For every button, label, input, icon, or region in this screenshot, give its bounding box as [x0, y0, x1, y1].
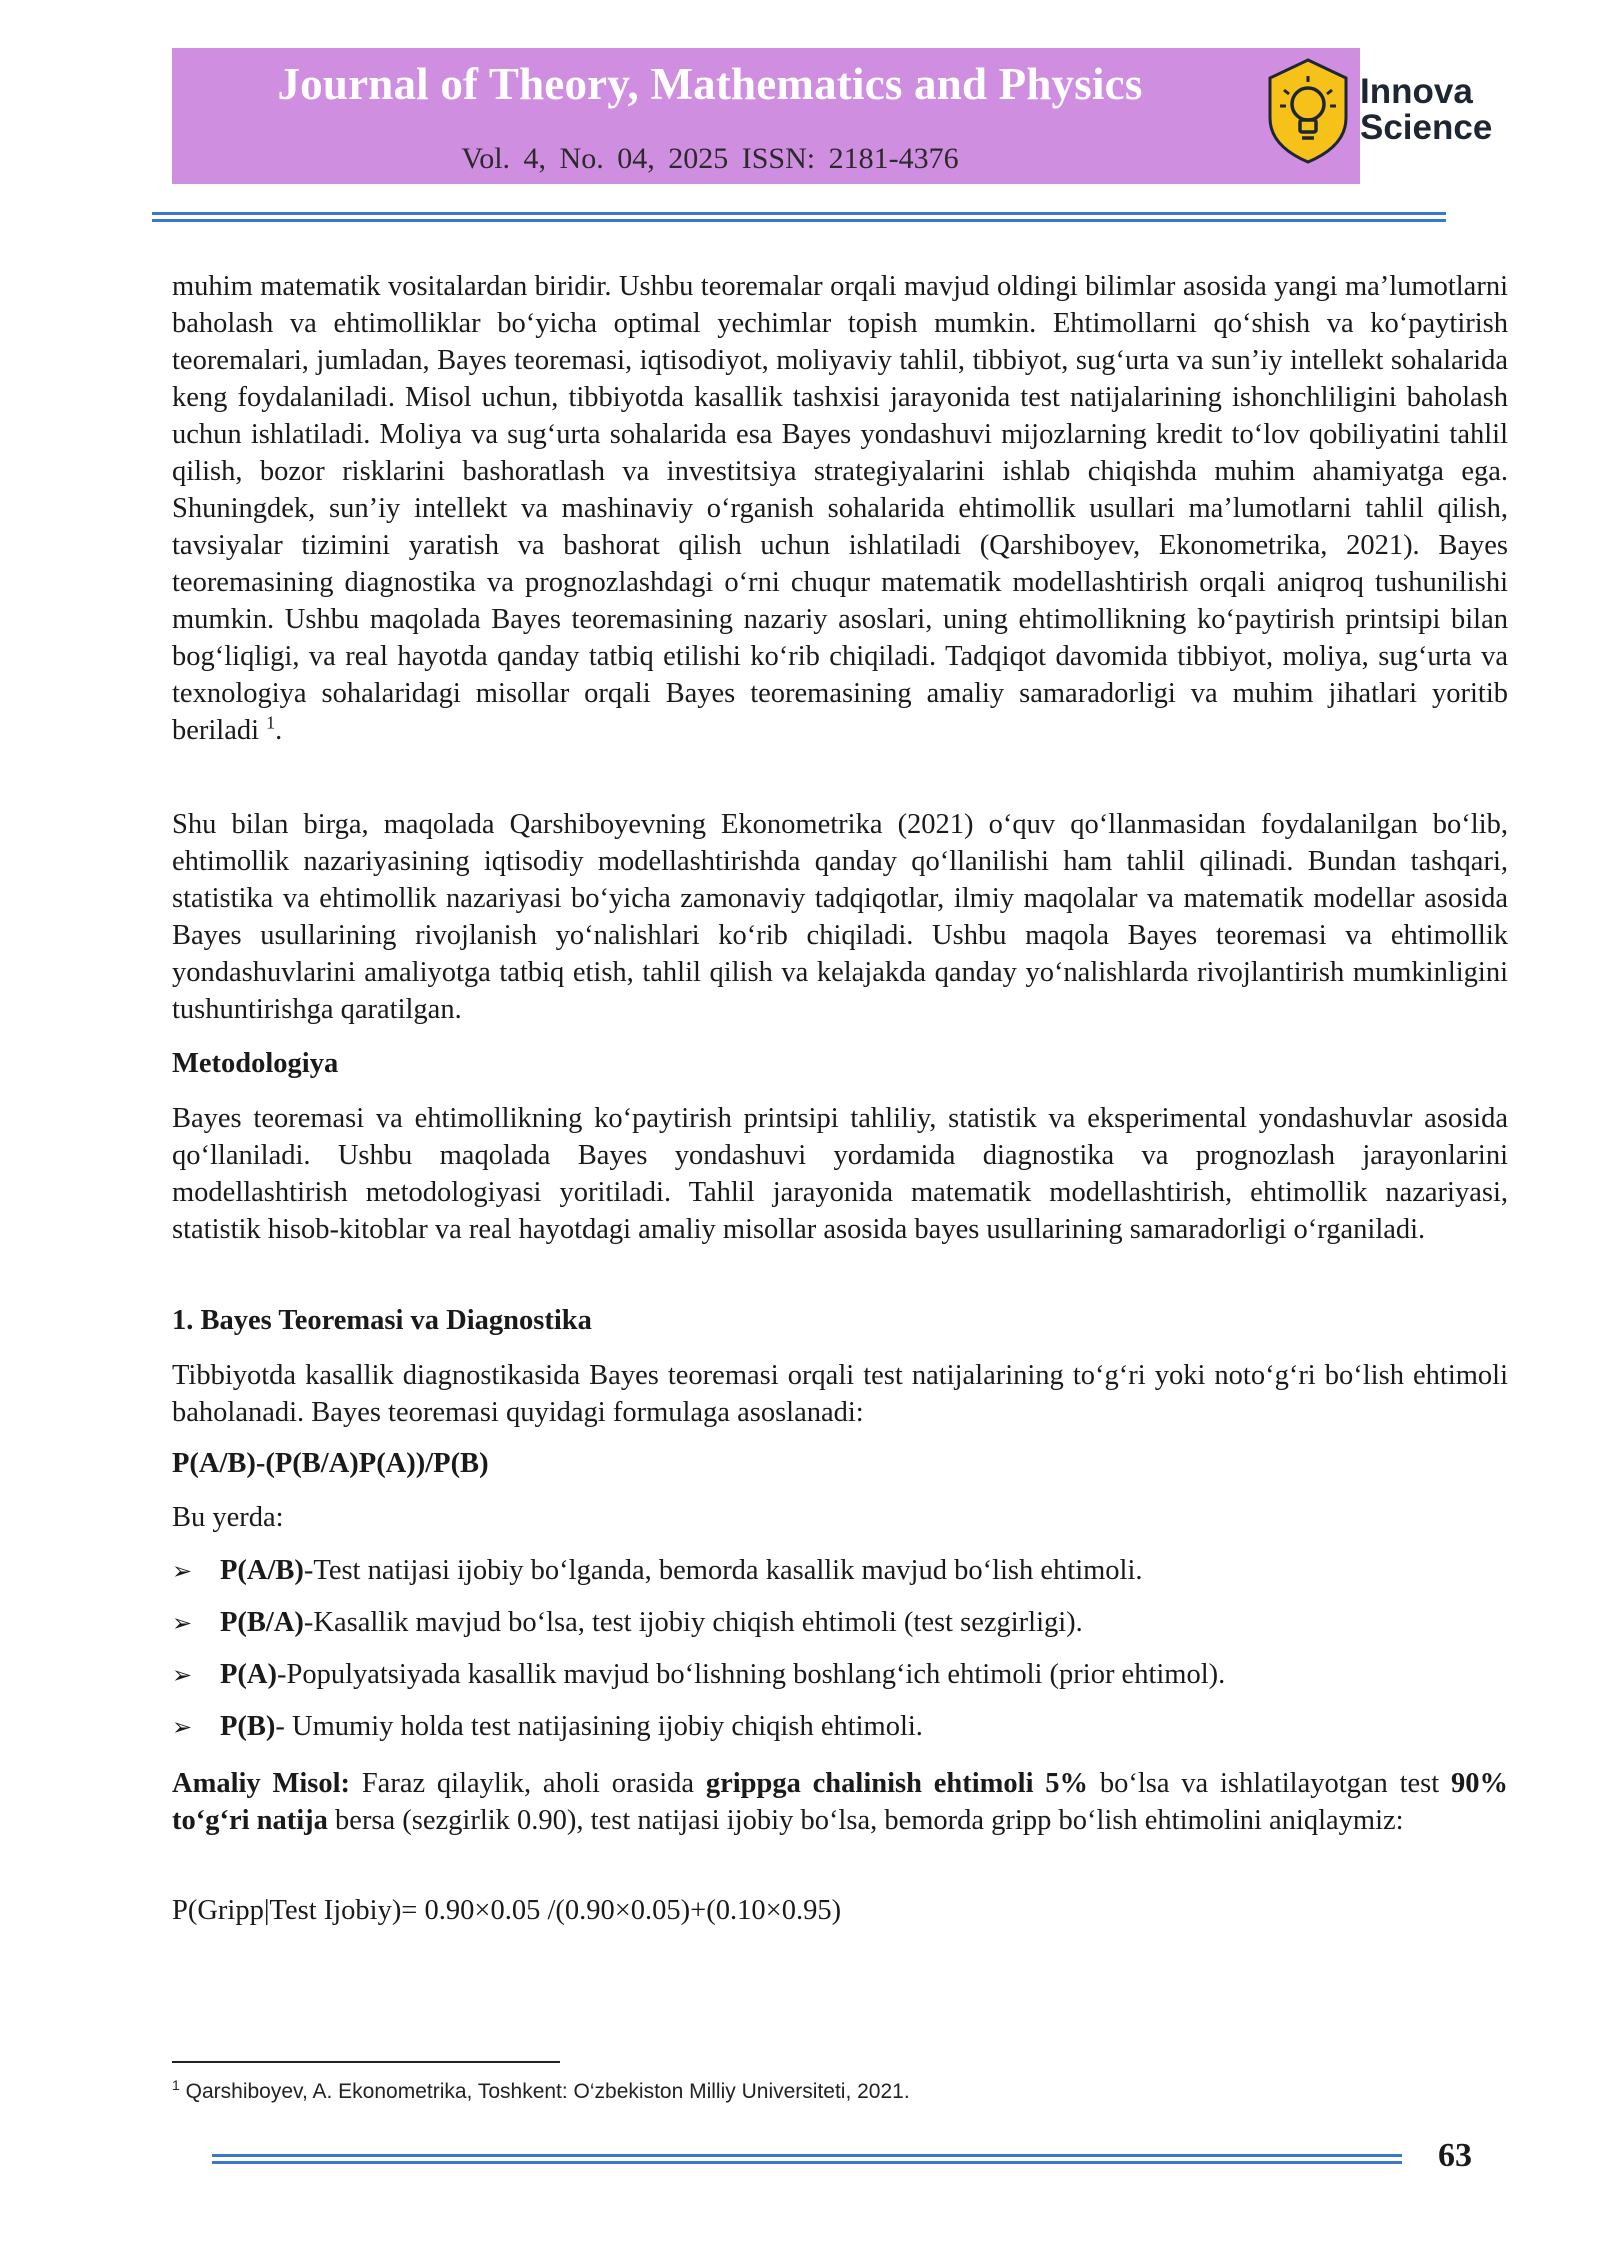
footer-rule-top [212, 2154, 1402, 2157]
list-item: ➢ P(B/A)-Kasallik mavjud bo‘lsa, test ijobiy chiqish ehtimoli (test sezgirligi). [172, 1607, 1083, 1638]
footnote-ref: 1 [266, 712, 276, 733]
journal-title: Journal of Theory, Mathematics and Physics [277, 59, 1143, 109]
bu-yerda-label: Bu yerda: [172, 1502, 284, 1533]
paragraph-intro: muhim matematik vositalardan biridir. Ushbu teoremalar orqali mavjud oldingi bilimlar asosida yangi ma’lumotlarni baholash va ehtimolliklar bo‘yicha optimal yechimlar topish mumkin. Ehtimollarni qo‘shish va ko‘paytirish teoremalari, jumladan, Bayes teoremasi, iqtisodiyot, moliyaviy tahlil, tibbiyot, sug‘urta va sun’iy intellekt sohalarida keng foydalaniladi. Misol uchun, tibbiyotda kasallik tashxisi jarayonida test natijalarining ishonchliligini baholash uchun ishlatiladi. Moliya va sug‘urta sohalarida esa Bayes yondashuvi mijozlarning kredit to‘lov qobiliyatini tahlil qilish, bozor risklarini bashoratlash va investitsiya strategiyalarini ishlab chiqishda muhim ahamiyatga ega. Shuningdek, sun’iy intellekt va mashinaviy o‘rganish sohalarida ehtimollik usullari ma’lumotlarni tahlil qilish, tavsiyalar tizimini yaratish va bashorat qilish uchun ishlatiladi (Qarshiboyev, Ekonometrika, 2021). Bayes teoremasining diagnostika va prognozlashdagi o‘rni chuqur matematik modellashtirish orqali aniqroq tushunilishi mumkin. Ushbu maqolada Bayes teoremasining nazariy asoslari, uning ehtimollikning ko‘paytirish printsipi bilan bog‘liqligi, va real hayotda qanday tatbiq etilishi ko‘rib chiqiladi. Tadqiqot davomida tibbiyot, moliya, sug‘urta va texnologiya sohalaridagi misollar orqali Bayes teoremasining amaliy samaradorligi va muhim jihatlari yoritib beriladi $^1$. [172, 271, 1508, 746]
calculation: P(Gripp|Test Ijobiy)= 0.90×0.05 /(0.90×0.05)+(0.10×0.95) [172, 1895, 842, 1926]
brand-line-1: Innova [1360, 72, 1473, 111]
arrow-bullet-icon: ➢ [172, 1609, 193, 1637]
header-rule-bottom [152, 219, 1446, 222]
header-rule-top [152, 212, 1446, 215]
arrow-bullet-icon: ➢ [172, 1661, 193, 1689]
paragraph-example: Amaliy Misol: Faraz qilaylik, aholi orasida grippga chalinish ehtimoli 5% bo‘lsa va ishlatilayotgan test 90% to‘g‘ri natija bersa (sezgirlik 0.90), test natijasi ijobiy bo‘lsa, bemorda gripp bo‘lish ehtimolini aniqlaymiz: [172, 1768, 1508, 1836]
bayes-formula: P(A/B)-(P(B/A)P(A))/P(B) [172, 1448, 489, 1479]
paragraph-section-1: Tibbiyotda kasallik diagnostikasida Bayes teoremasi orqali test natijalarining to‘g‘ri yoki noto‘g‘ri bo‘lish ehtimoli baholanadi. Bayes teoremasi quyidagi formulaga asoslanadi: [172, 1360, 1508, 1428]
publisher-brand [1360, 74, 1492, 146]
footnote-divider [172, 2061, 560, 2063]
footer-rule-bottom [212, 2161, 1402, 2164]
heading-section-1: 1. Bayes Teoremasi va Diagnostika [172, 1305, 592, 1336]
arrow-bullet-icon: ➢ [172, 1557, 193, 1585]
list-item: ➢ P(A)-Populyatsiyada kasallik mavjud bo‘lishning boshlang‘ich ehtimoli (prior ehtimol). [172, 1659, 1226, 1690]
journal-issue-info: Vol. 4, No. 04, 2025 ISSN: 2181-4376 [461, 142, 959, 175]
paragraph-2: Shu bilan birga, maqolada Qarshiboyevning Ekonometrika (2021) o‘quv qo‘llanmasidan foydalanilgan bo‘lib, ehtimollik nazariyasining iqtisodiy modellashtirishda qanday qo‘llanilishi ham tahlil qilinadi. Bundan tashqari, statistika va ehtimollik nazariyasi bo‘yicha zamonaviy tadqiqotlar, ilmiy maqolalar va matematik modellar asosida Bayes usullarining rivojlanish yo‘nalishlari ko‘rib chiqiladi. Ushbu maqola Bayes teoremasi va ehtimollik yondashuvlarini amaliyotga tatbiq etish, tahlil qilish va kelajakda qanday yo‘nalishlarda rivojlantirish mumkinligini tushuntirishga qaratilgan. [172, 809, 1508, 1025]
heading-methodology: Metodologiya [172, 1048, 339, 1079]
list-item: ➢ P(B)- Umumiy holda test natijasining ijobiy chiqish ehtimoli. [172, 1711, 923, 1742]
footnote: $^1$ Qarshiboyev, A. Ekonometrika, Toshkent: O‘zbekiston Milliy Universiteti, 2021. [172, 2077, 910, 2103]
list-item: ➢ P(A/B)-Test natijasi ijobiy bo‘lganda, bemorda kasallik mavjud bo‘lish ehtimoli. [172, 1555, 1143, 1586]
paragraph-methodology: Bayes teoremasi va ehtimollikning ko‘paytirish printsipi tahliliy, statistik va eksperimental yondashuvlar asosida qo‘llaniladi. Ushbu maqolada Bayes yondashuvi yordamida diagnostika va prognozlash jarayonlarini modellashtirish metodologiyasi yoritiladi. Tahlil jarayonida matematik modellashtirish, ehtimollik nazariyasi, statistik hisob-kitoblar va real hayotdagi amaliy misollar asosida bayes usullarining samaradorligi o‘rganiladi. [172, 1103, 1508, 1245]
arrow-bullet-icon: ➢ [172, 1713, 193, 1741]
brand-line-2: Science [1360, 108, 1493, 147]
page-number: 63 [1438, 2137, 1472, 2174]
lightbulb-icon [1262, 56, 1354, 166]
